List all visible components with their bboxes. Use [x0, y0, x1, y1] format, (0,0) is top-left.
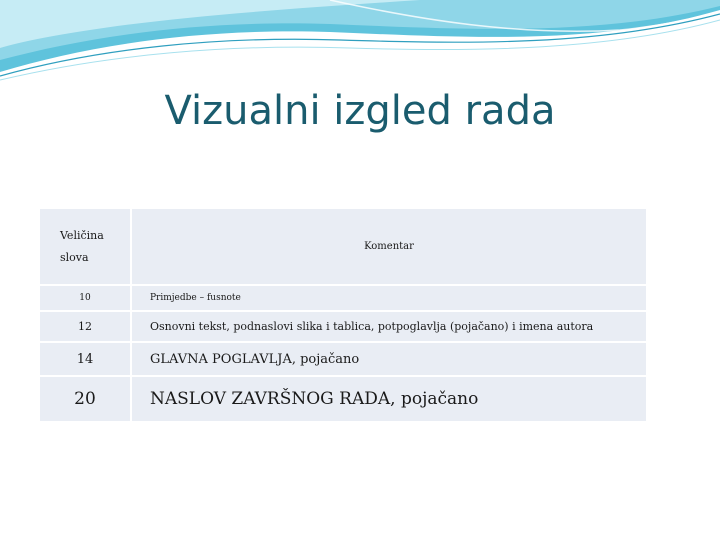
comment-cell: NASLOV ZAVRŠNOG RADA, pojačano: [131, 376, 647, 422]
comment-cell: Primjedbe – fusnote: [131, 285, 647, 311]
header-size-line1: Veličina: [60, 228, 104, 242]
size-cell: 14: [39, 342, 131, 376]
header-size-cell: [39, 208, 131, 285]
table-row: [39, 285, 647, 311]
comment-cell: Osnovni tekst, podnaslovi slika i tablica, potpoglavlja (pojačano) i imena autora: [131, 311, 647, 342]
header-size-line2: slova: [60, 250, 89, 264]
table-header-row: [39, 208, 647, 285]
table-row: [39, 311, 647, 342]
header-comment-cell: Komentar: [131, 208, 647, 285]
table-row: [39, 376, 647, 422]
size-cell: 20: [39, 376, 131, 422]
size-cell: 12: [39, 311, 131, 342]
table-row: [39, 342, 647, 376]
comment-cell: GLAVNA POGLAVLJA, pojačano: [131, 342, 647, 376]
header-wave-decoration: [0, 0, 720, 90]
size-cell: 10: [39, 285, 131, 311]
slide-title: Vizualni izgled rada: [164, 88, 556, 134]
font-size-table: [38, 207, 648, 423]
